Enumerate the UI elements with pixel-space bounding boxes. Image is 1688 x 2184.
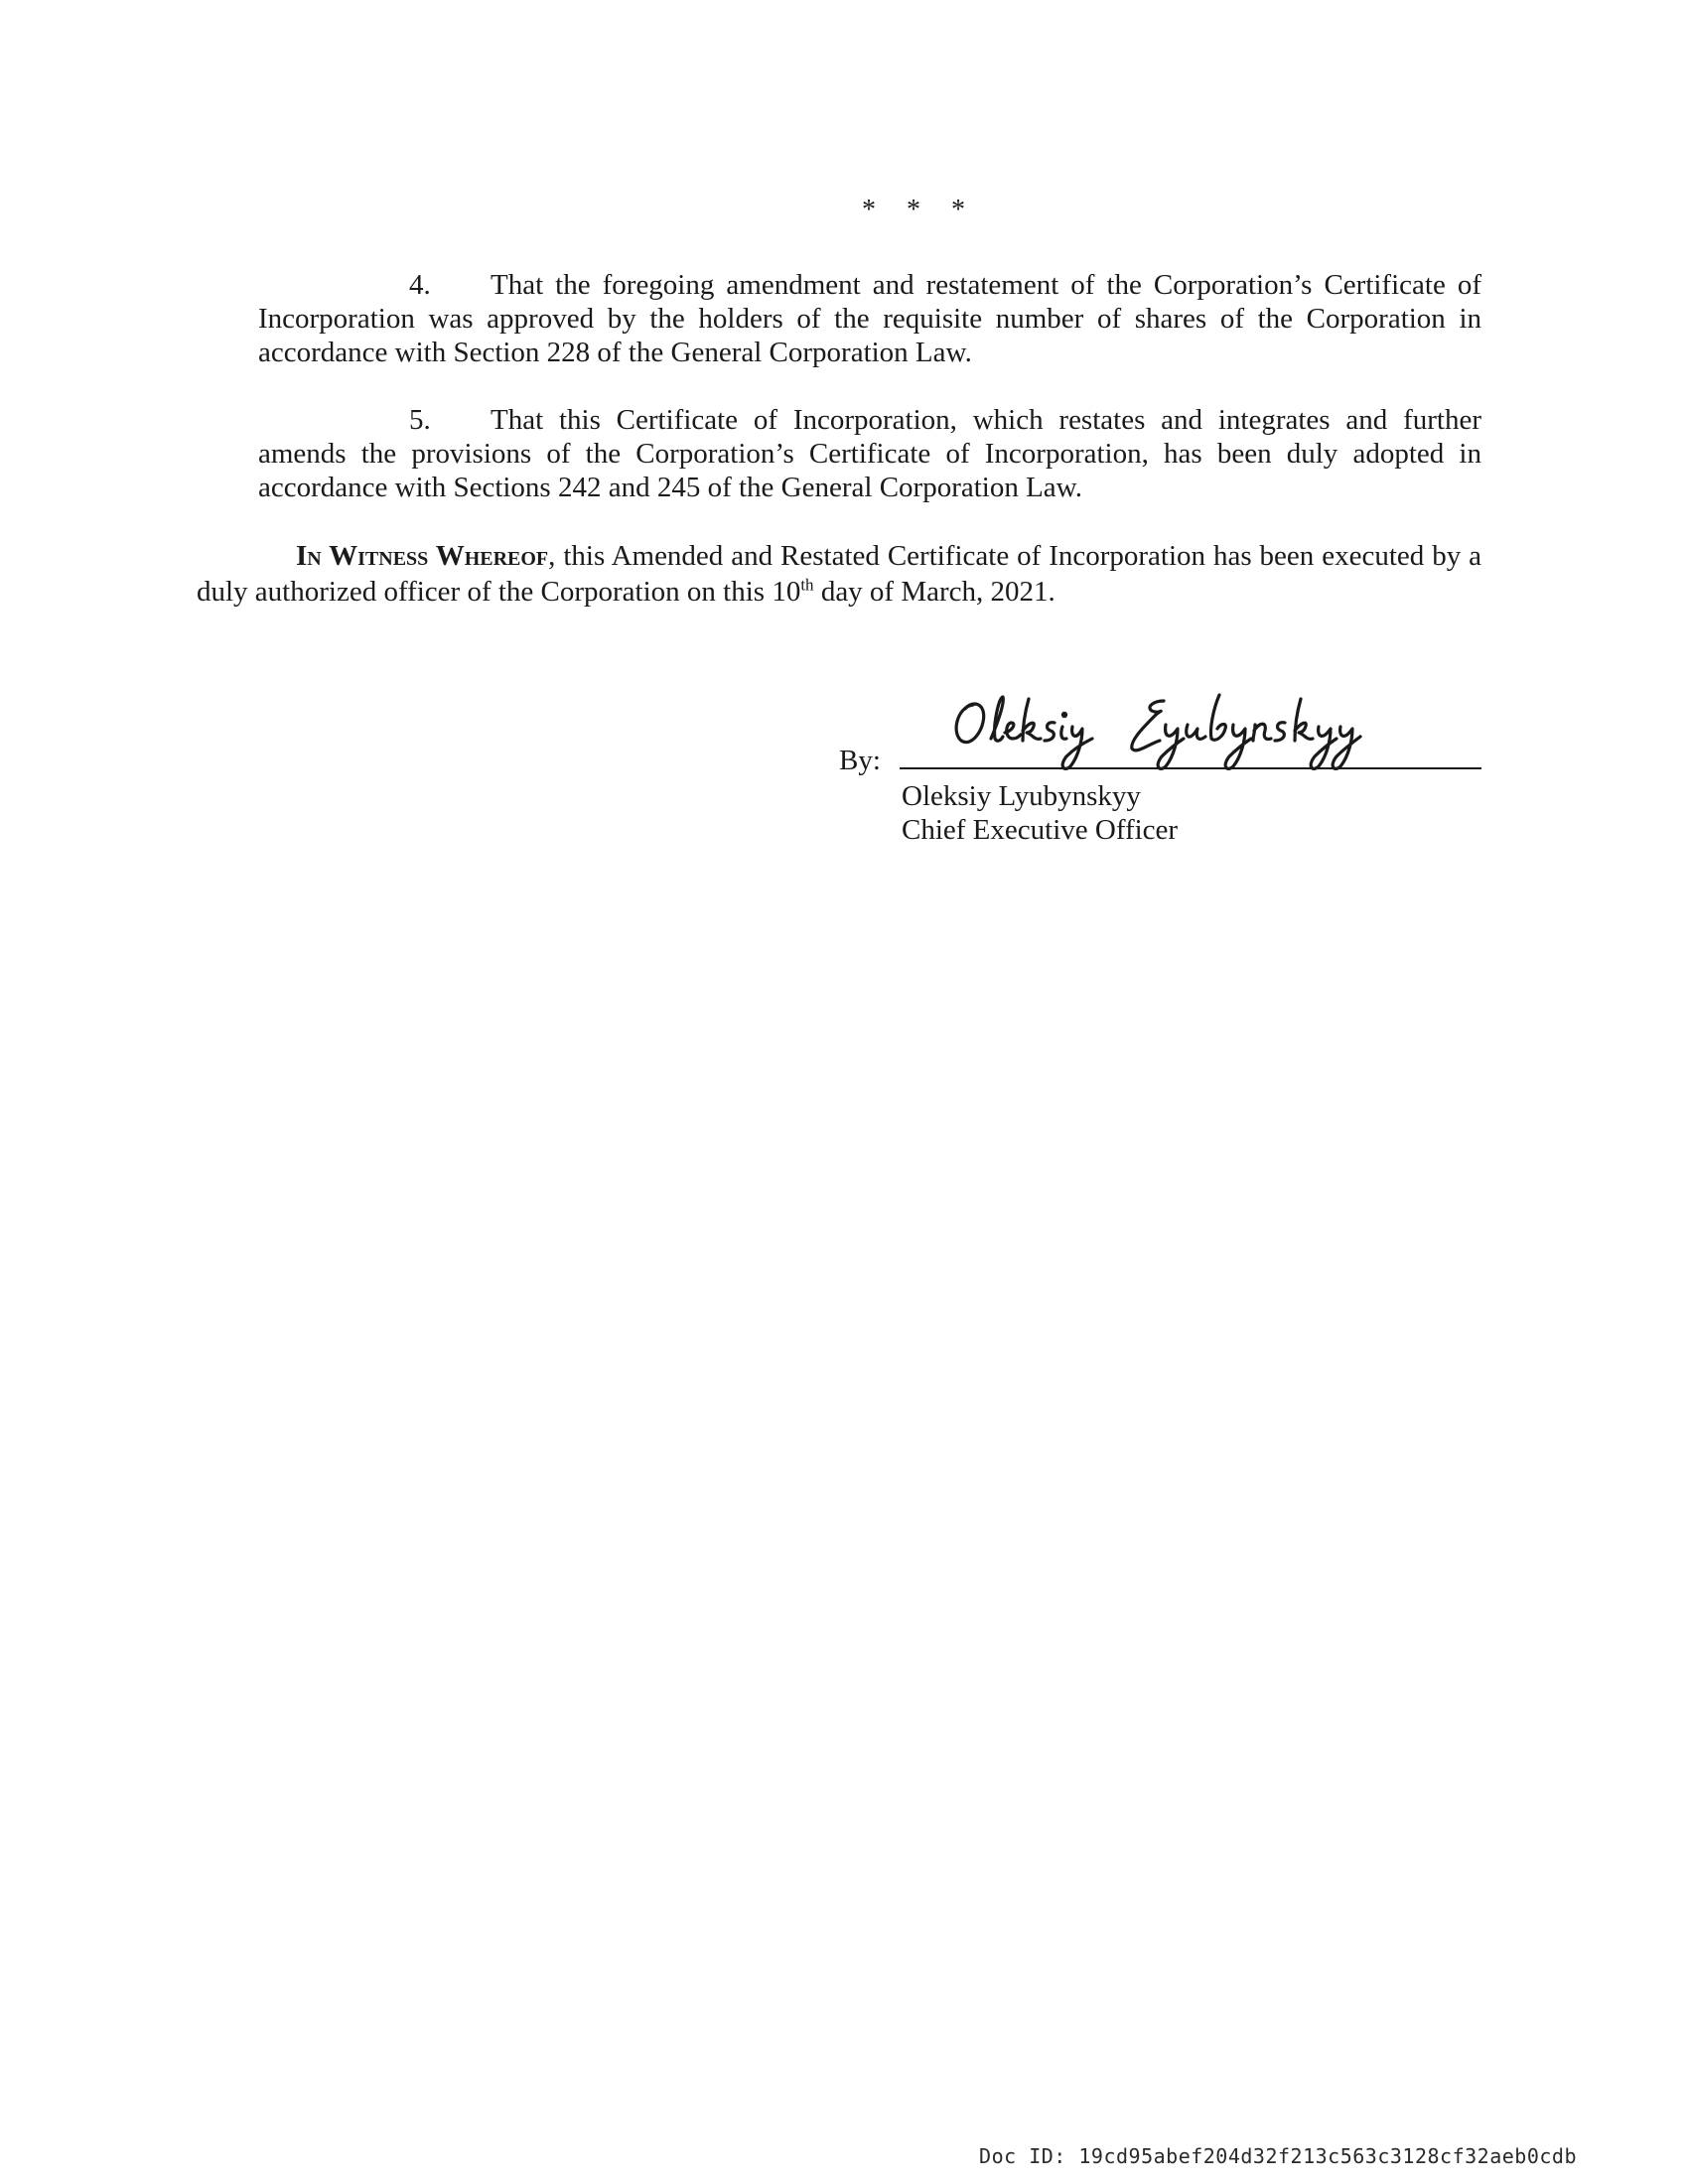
signer-title: Chief Executive Officer (902, 814, 1179, 846)
signer-name: Oleksiy Lyubynskyy (902, 780, 1141, 812)
paragraph-5 (258, 403, 1481, 504)
paragraph-4-text: That the foregoing amendment and restatement of the Corporation’s Certificate of Incorporation was approved by the holders of the requisite number of shares of the Corporation in accordance with Section 228 of the General Corporation Law. (258, 269, 1481, 368)
section-separator: * * * (862, 195, 965, 225)
signature-line (900, 767, 1481, 769)
paragraph-5-text: That this Certificate of Incorporation, which restates and integrates and further amends the provisions of the Corporation’s Certificate of Incorporation, has been duly adopted in accordance with Sections 242 and 245 of the General Corporation Law. (258, 404, 1481, 503)
witness-text-2: day of March, 2021. (813, 576, 1055, 608)
paragraph-4-number: 4. (409, 269, 431, 301)
witness-ordinal-suffix: th (800, 575, 814, 595)
paragraph-5-number: 5. (409, 404, 431, 436)
witness-clause (197, 538, 1481, 610)
document-id: Doc ID: 19cd95abef204d32f213c563c3128cf32aeb0cdb (979, 2144, 1577, 2168)
by-label: By: (839, 745, 881, 776)
witness-text-1: , this Amended and Restated Certificate of Incorporation has been executed by a duly authorized officer of the Corporation on this 10 (197, 540, 1481, 608)
paragraph-4 (258, 268, 1481, 369)
handwritten-signature (943, 685, 1400, 774)
witness-lead: In Witness Whereof (296, 540, 549, 572)
